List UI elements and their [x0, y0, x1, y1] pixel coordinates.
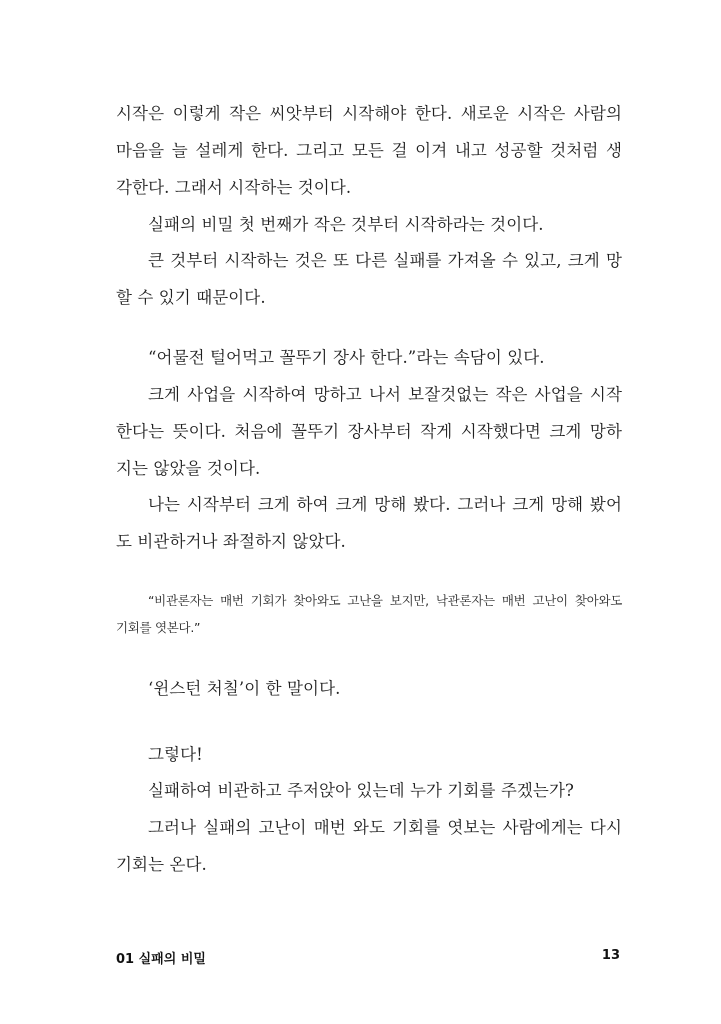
- body-line: 그러나 실패의 고난이 매번 와도 기회를 엿보는 사람에게는 다시: [148, 818, 622, 837]
- body-line: 지는 않았을 것이다.: [116, 459, 261, 478]
- page-number: 13: [601, 948, 620, 963]
- body-line: 마음을 늘 설레게 한다. 그리고 모든 걸 이겨 내고 성공할 것처럼 생: [116, 141, 622, 160]
- body-line: 기회는 온다.: [116, 855, 207, 874]
- attribution-line: ‘윈스턴 처칠’이 한 말이다.: [148, 679, 341, 698]
- body-line: 그렇다!: [148, 745, 203, 764]
- body-line: 실패하여 비관하고 주저앉아 있는데 누가 기회를 주겠는가?: [148, 781, 574, 800]
- body-line: 도 비관하거나 좌절하지 않았다.: [116, 532, 346, 551]
- body-line: 크게 사업을 시작하여 망하고 나서 보잘것없는 작은 사업을 시작: [148, 385, 622, 404]
- body-line: 시작은 이렇게 작은 씨앗부터 시작해야 한다. 새로운 시작은 사람의: [116, 104, 622, 123]
- quote-line: 기회를 엿본다.”: [116, 620, 201, 635]
- body-line: 큰 것부터 시작하는 것은 또 다른 실패를 가져올 수 있고, 크게 망: [148, 251, 622, 270]
- body-line: 한다는 뜻이다. 처음에 꼴뚜기 장사부터 작게 시작했다면 크게 망하: [116, 422, 622, 441]
- body-line: 할 수 있기 때문이다.: [116, 288, 266, 307]
- body-line: 실패의 비밀 첫 번째가 작은 것부터 시작하라는 것이다.: [148, 215, 544, 234]
- proverb-line: “어물전 털어먹고 꼴뚜기 장사 한다.”라는 속담이 있다.: [148, 348, 545, 367]
- body-line: 각한다. 그래서 시작하는 것이다.: [116, 178, 352, 197]
- body-line: 나는 시작부터 크게 하여 크게 망해 봤다. 그러나 크게 망해 봤어: [148, 495, 622, 514]
- quote-line: “비관론자는 매번 기회가 찾아와도 고난을 보지만, 낙관론자는 매번 고난이 찾아와도: [148, 593, 622, 608]
- chapter-title: 01 실패의 비밀: [116, 952, 206, 967]
